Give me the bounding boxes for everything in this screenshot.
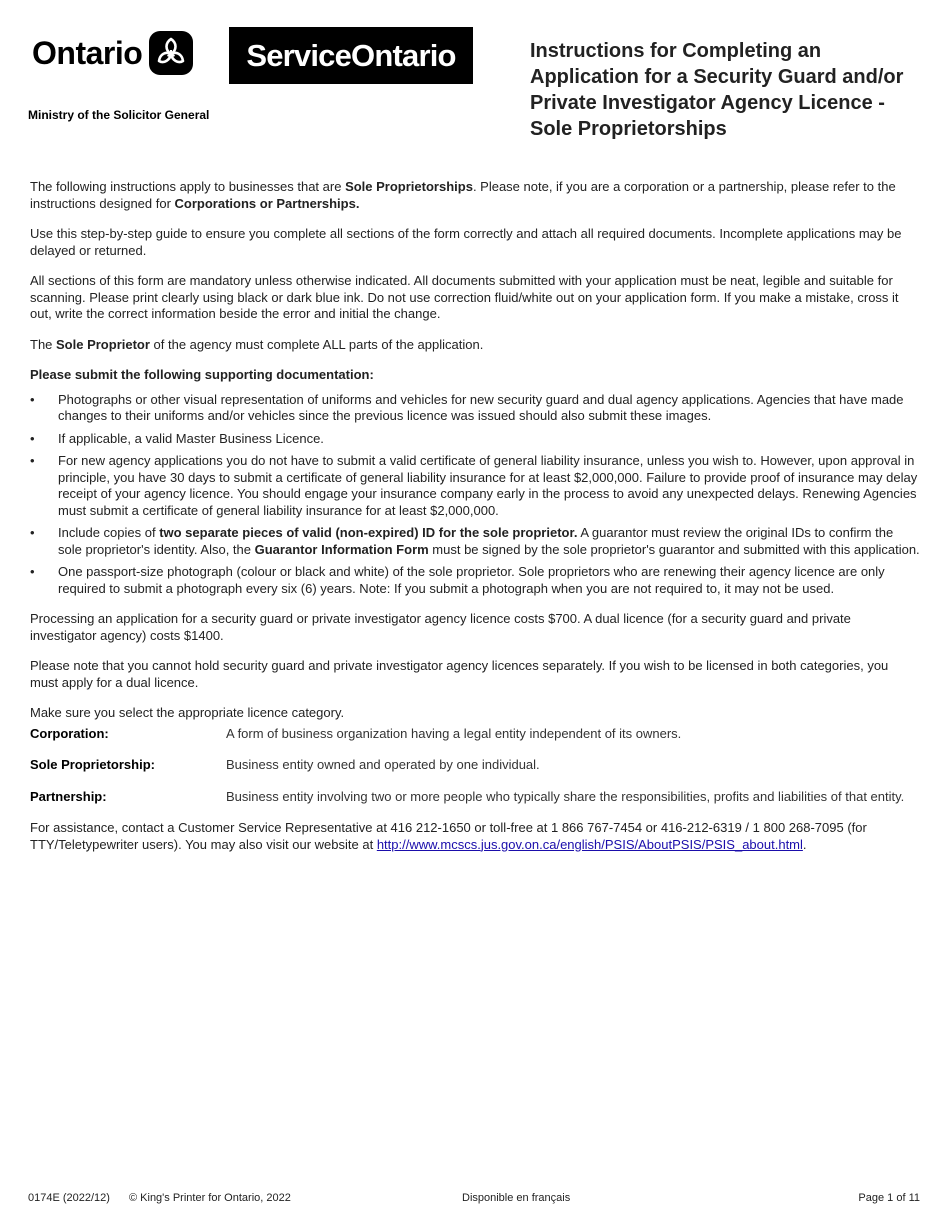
- list-item: [30, 564, 920, 597]
- ministry-name: Ministry of the Solicitor General: [28, 108, 210, 122]
- list-item-text: For new agency applications you do not have to submit a valid certificate of general liability insurance, unless you wish to. However, upon approval in principle, you have 30 days to submit a certificate of general liability insurance for at least $2,000,000. Failure to provide proof of insurance may delay receipt of your agency licence. You should engage your insurance company early in the process to avoid any unexpected delays. Renewing Agencies must submit a certificate of general liability insurance for at least $2,000,000.: [58, 453, 918, 518]
- bullet: •: [30, 391, 35, 407]
- sp-bold: Sole Proprietor: [56, 336, 150, 352]
- category-description: Business entity involving two or more people who typically share the responsibilities, profits and liabilities of that entity.: [226, 788, 905, 804]
- category-row: [30, 789, 920, 806]
- ontario-logo: [32, 30, 194, 76]
- sp-text-a: The: [30, 336, 57, 352]
- list-item-bold: Guarantor Information Form: [254, 541, 429, 557]
- list-item-text: A guarantor must review the original IDs to confirm the sole proprietor's identity. Also, the: [58, 525, 894, 557]
- intro-bold-sole: Sole Proprietorships: [345, 179, 473, 194]
- bullet: •: [30, 430, 35, 446]
- category-definitions: [30, 726, 920, 806]
- documentation-list: [30, 392, 920, 598]
- contact-paragraph: [30, 820, 920, 853]
- list-item: [30, 525, 920, 558]
- category-row: [30, 726, 920, 743]
- intro-text: The following instructions apply to businesses that are: [30, 179, 346, 194]
- sp-text-c: of the agency must complete ALL parts of the application.: [149, 336, 484, 352]
- serviceontario-logo: ServiceOntario: [229, 27, 473, 84]
- trillium-icon: [148, 30, 194, 76]
- category-term: Corporation:: [30, 725, 109, 741]
- intro-bold-corp: Corporations or Partnerships.: [174, 195, 360, 211]
- copyright: © King's Printer for Ontario, 2022: [129, 1192, 291, 1204]
- intro-paragraph: [30, 179, 920, 212]
- list-item-text: must be signed by the sole proprietor's guarantor and submitted with this application.: [428, 541, 920, 557]
- documentation-heading: [30, 367, 920, 384]
- page-number: Page 1 of 11: [858, 1192, 920, 1204]
- list-item-text: If applicable, a valid Master Business Licence.: [58, 430, 324, 446]
- french-availability: Disponible en français: [462, 1192, 571, 1204]
- list-item-text: Photographs or other visual representation of uniforms and vehicles for new security guard and dual agency applications. Agencies that have made changes to their uniforms and/or vehicles since the previous licence was issued should also submit these images.: [58, 391, 904, 423]
- bullet: •: [30, 564, 35, 579]
- category-description: A form of business organization having a legal entity independent of its owners.: [226, 725, 682, 741]
- category-description: Business entity owned and operated by one individual.: [226, 757, 540, 772]
- bullet: •: [30, 525, 35, 540]
- documentation-heading-text: Please submit the following supporting documentation:: [30, 367, 374, 382]
- category-row: [30, 757, 920, 774]
- list-item: [30, 392, 920, 425]
- form-number: 0174E (2022/12): [28, 1192, 110, 1204]
- ontario-wordmark: Ontario: [32, 35, 143, 71]
- instructions-body: [30, 179, 920, 867]
- bullet: •: [30, 453, 35, 468]
- list-item-text: One passport-size photograph (colour or black and white) of the sole proprietor. Sole proprietors who are renewing their agency licence are only required to submit a photograph every six (6) years. Note: If you submit a photograph when you are not required to, it may not be used.: [58, 564, 885, 596]
- guide-paragraph: Use this step-by-step guide to ensure you complete all sections of the form correctly and attach all required documents. Incomplete applications may be delayed or returned.: [30, 226, 902, 258]
- category-intro: Make sure you select the appropriate licence category.: [30, 705, 345, 720]
- page-title: Instructions for Completing an Application for a Security Guard and/or Private Investigator Agency Licence - Sole Proprietorships: [530, 40, 904, 140]
- list-item: [30, 453, 920, 519]
- sole-proprietor-paragraph: [30, 337, 920, 354]
- list-item-bold: two separate pieces of valid (non-expired) ID for the sole proprietor.: [159, 525, 578, 540]
- fee-paragraph: Processing an application for a security guard or private investigator agency licence costs $700. A dual licence (for a security guard and private investigator agency) costs $1400.: [30, 611, 851, 643]
- website-link[interactable]: http://www.mcscs.jus.gov.on.ca/english/PSIS/AboutPSIS/PSIS_about.html: [376, 836, 803, 852]
- category-term: Sole Proprietorship:: [30, 757, 155, 772]
- category-term: Partnership:: [30, 788, 107, 804]
- list-item-text: Include copies of: [58, 525, 160, 540]
- contact-text: For assistance, contact a Customer Service Representative at 416 212-1650 or toll-free at 1 866 767-7454 or 416-212-6319 / 1 800 268-7095 (for TTY/Teletypewriter users). You may also visit our website at: [30, 820, 867, 852]
- list-item: [30, 431, 920, 448]
- dual-licence-paragraph: Please note that you cannot hold security guard and private investigator agency licences separately. If you wish to be licensed in both categories, you must apply for a dual licence.: [30, 658, 889, 690]
- mandatory-paragraph: All sections of this form are mandatory unless otherwise indicated. All documents submitted with your application must be neat, legible and suitable for scanning. Please print clearly using black or dark blue ink. Do not use correction fluid/white out on your application form. If you make a mistake, cross it out, write the correct information beside the error and initial the change.: [30, 273, 899, 321]
- intro-text-2: . Please note, if you are a corporation or a partnership, please refer to the instructions designed for: [30, 179, 896, 211]
- contact-end: .: [802, 836, 807, 852]
